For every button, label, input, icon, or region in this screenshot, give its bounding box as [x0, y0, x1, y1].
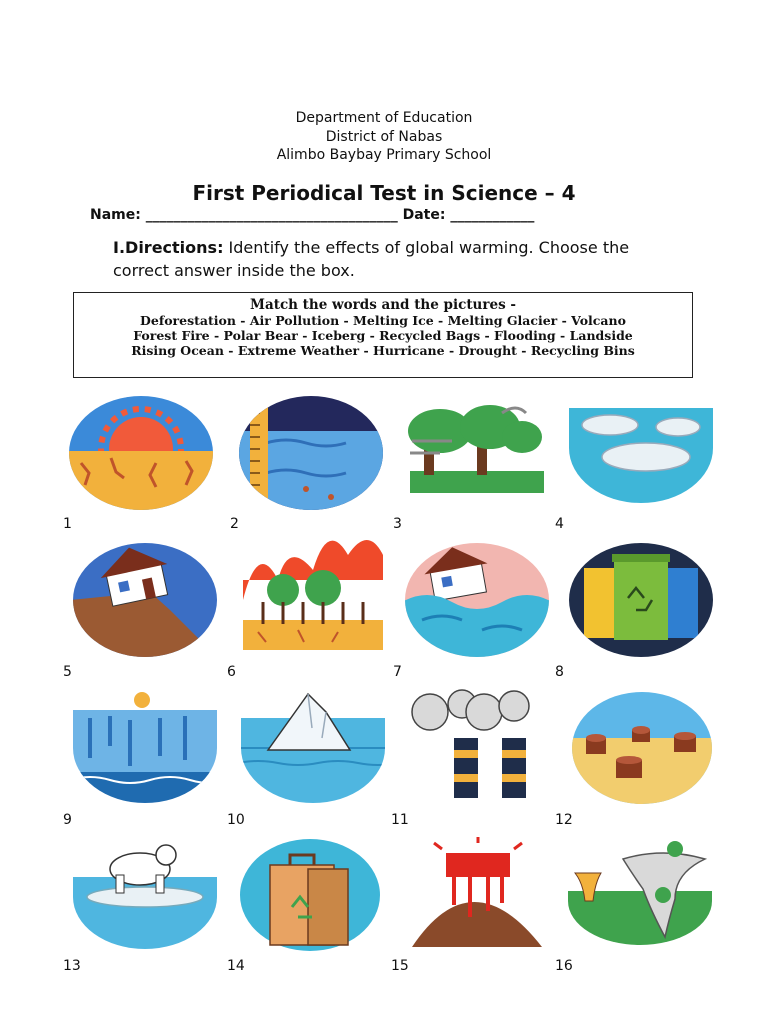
- picture-number: 5: [63, 664, 72, 680]
- extreme-weather-icon: [402, 393, 552, 513]
- district-name: District of Nabas: [325, 129, 443, 145]
- picture-number: 10: [227, 812, 245, 828]
- iceberg-icon: [238, 688, 388, 808]
- picture-number: 2: [230, 516, 239, 532]
- picture-number: 7: [393, 664, 402, 680]
- page-title: First Periodical Test in Science – 4: [192, 181, 576, 205]
- hurricane-icon: [565, 835, 715, 955]
- word-box-line-3: Rising Ocean - Extreme Weather - Hurricane - Drought - Recycling Bins: [131, 343, 635, 358]
- directions-label: I.Directions:: [113, 238, 224, 257]
- word-box-title: Match the words and the pictures -: [250, 297, 516, 313]
- word-box-line-1: Deforestation - Air Pollution - Melting Ice - Melting Glacier - Volcano: [140, 313, 626, 328]
- landslide-icon: [70, 540, 220, 660]
- picture-number: 8: [555, 664, 564, 680]
- polar-bear-icon: [70, 835, 220, 955]
- picture-number: 3: [393, 516, 402, 532]
- forest-fire-icon: [238, 540, 388, 660]
- picture-number: 1: [63, 516, 72, 532]
- picture-number: 16: [555, 958, 573, 974]
- picture-number: 6: [227, 664, 236, 680]
- air-pollution-icon: [402, 688, 552, 808]
- drought-sun-icon: [66, 393, 216, 513]
- flooding-icon: [402, 540, 552, 660]
- melting-glacier-icon: [70, 688, 220, 808]
- school-name: Alimbo Baybay Primary School: [276, 147, 492, 163]
- recycling-bins-icon: [566, 540, 716, 660]
- picture-number: 15: [391, 958, 409, 974]
- directions-text: Identify the effects of global warming. Choose the correct answer inside the box.: [113, 238, 630, 280]
- name-date-line: Name: ____________________________________ Date: ____________: [90, 207, 535, 223]
- volcano-icon: [402, 835, 552, 955]
- picture-number: 12: [555, 812, 573, 828]
- rising-ocean-icon: [236, 393, 386, 513]
- department-name: Department of Education: [295, 110, 473, 126]
- picture-number: 14: [227, 958, 245, 974]
- recycled-bag-icon: [238, 835, 388, 955]
- word-box: [73, 292, 693, 378]
- melting-ice-icon: [566, 393, 716, 513]
- directions: [113, 236, 673, 282]
- word-box-line-2: Forest Fire - Polar Bear - Iceberg - Recycled Bags - Flooding - Landside: [133, 328, 633, 343]
- picture-number: 11: [391, 812, 409, 828]
- deforestation-icon: [570, 688, 720, 808]
- picture-number: 4: [555, 516, 564, 532]
- picture-number: 9: [63, 812, 72, 828]
- picture-number: 13: [63, 958, 81, 974]
